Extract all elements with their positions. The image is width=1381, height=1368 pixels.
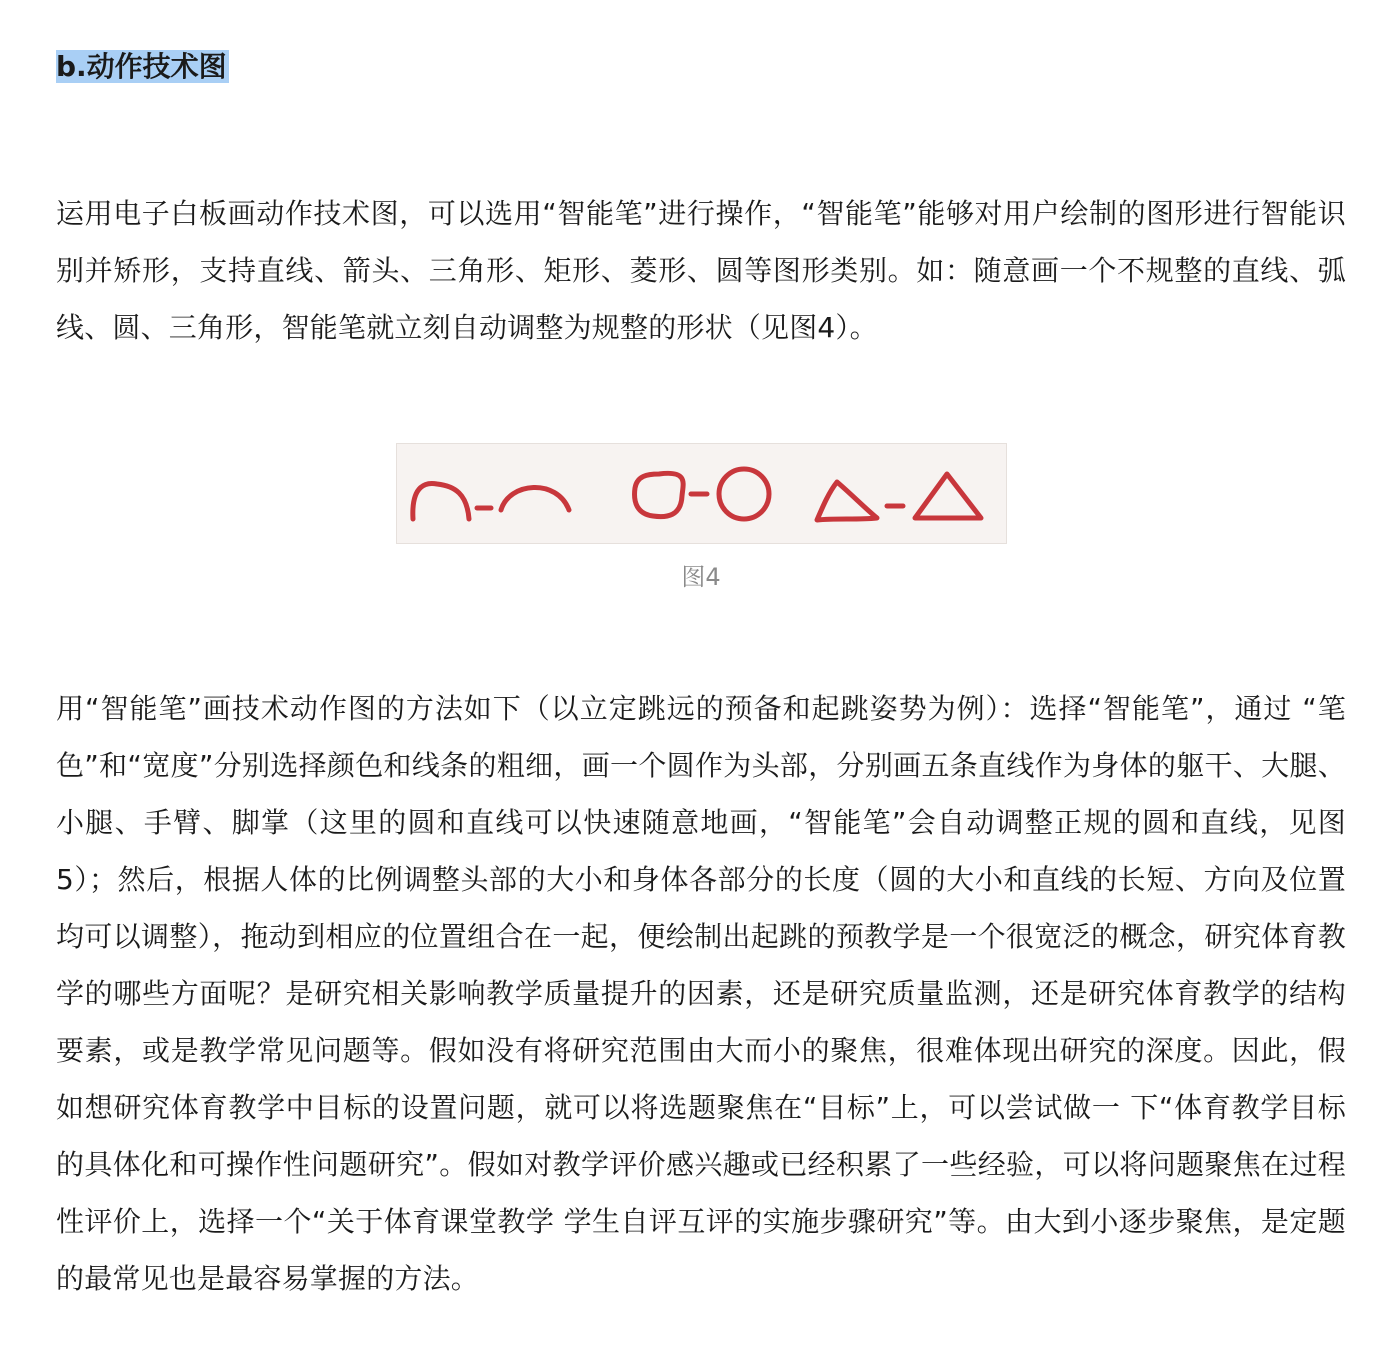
paragraph-method: 用“智能笔”画技术动作图的方法如下（以立定跳远的预备和起跳姿势为例）：选择“智能笔”，通过 “笔色”和“宽度”分别选择颜色和线条的粗细，画一个圆作为头部，分别画五条直线作为身体的躯干、大腿、小腿、手臂、脚掌（这里的圆和直线可以快速随意地画，“智能笔”会自动调整正规的圆和直线，见图5）；然后，根据人体的比例调整头部的大小和身体各部分的长度（圆的大小和直线的长短、方向及位置均可以调整），拖动到相应的位置组合在一起，便绘制出起跳的预教学是一个很宽泛的概念，研究体育教学的哪些方面呢？是研究相关影响教学质量提升的因素，还是研究质量监测，还是研究体育教学的结构要素，或是教学常见问题等。假如没有将研究范围由大而小的聚焦，很难体现出研究的深度。因此，假如想研究体育教学中目标的设置问题，就可以将选题聚焦在“目标”上，可以尝试做一 下“体育教学目标的具体化和可操作性问题研究”。假如对教学评价感兴趣或已经积累了一些经验，可以将问题聚焦在过程性评价上，选择一个“关于体育课堂教学 学生自评互评的实施步骤研究”等。由大到小逐步聚焦，是定题的最常见也是最容易掌握的方法。	[56, 692, 1346, 1295]
rough-circle-shape	[635, 473, 684, 516]
clean-arc-shape	[501, 487, 569, 510]
figure-4-image	[396, 443, 1007, 544]
clean-circle-shape	[719, 469, 769, 519]
shape-correction-illustration	[397, 444, 1006, 543]
rough-triangle-shape	[817, 482, 877, 520]
figure-4-caption: 图4	[681, 563, 721, 591]
section-heading	[56, 46, 229, 88]
clean-triangle-shape	[915, 474, 981, 518]
rough-arc-shape	[413, 483, 469, 519]
section-heading-text: b.动作技术图	[56, 50, 227, 83]
paragraph-smart-pen-intro: 运用电子白板画动作技术图，可以选用“智能笔”进行操作，“智能笔”能够对用户绘制的图形进行智能识别并矫形，支持直线、箭头、三角形、矩形、菱形、圆等图形类别。如：随意画一个不规整的直线、弧线、圆、三角形，智能笔就立刻自动调整为规整的形状（见图4）。	[56, 197, 1346, 344]
